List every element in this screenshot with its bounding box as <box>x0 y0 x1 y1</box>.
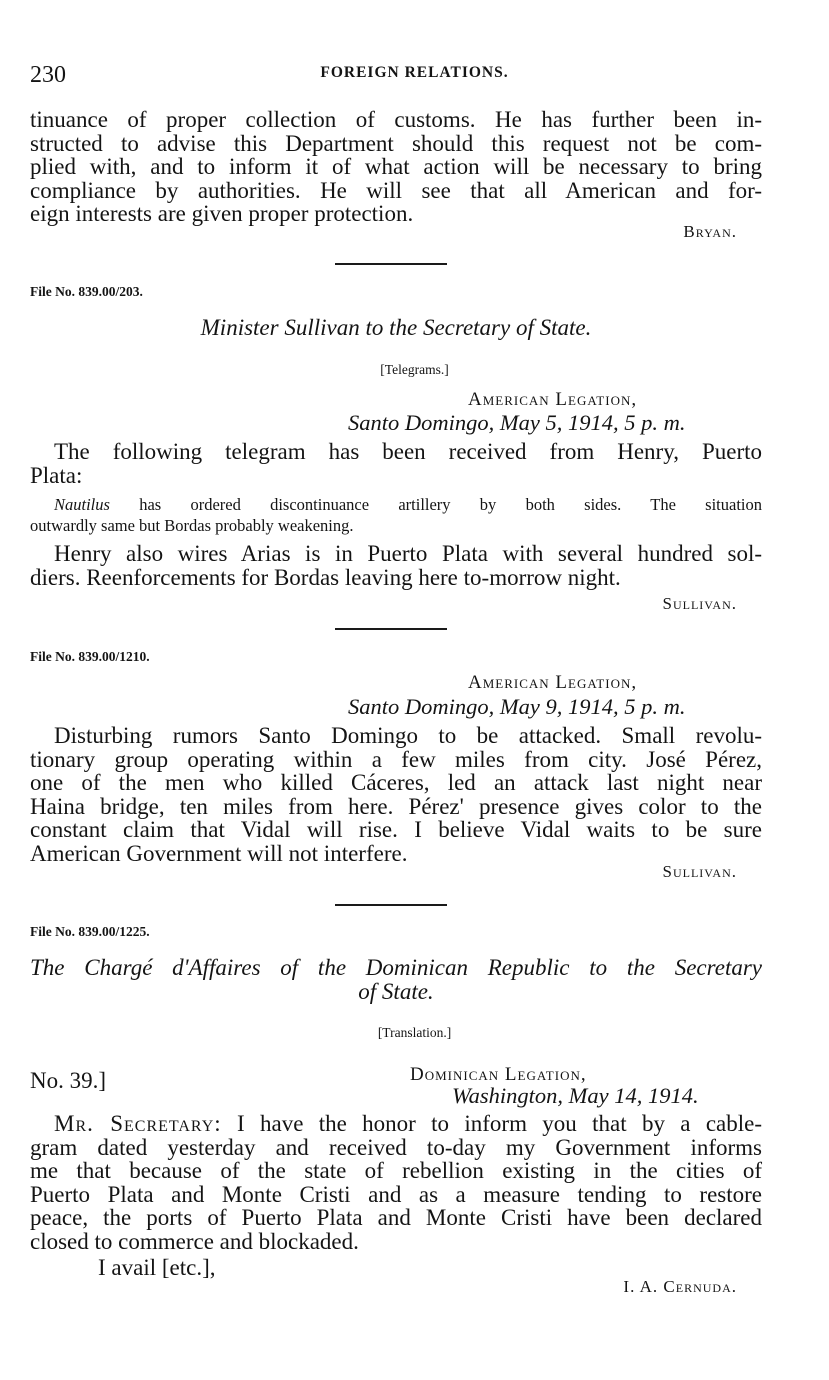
place-date: Santo Domingo, May 9, 1914, 5 p. m. <box>348 694 686 719</box>
legation-heading: American Legation, <box>468 389 638 410</box>
text-line: one of the men who killed Cáceres, led an attack last night near <box>30 770 762 795</box>
text-line: Henry also wires Arias is in Puerto Plata with several hundred sol- <box>54 541 762 566</box>
salutation: Mr. Secretary: <box>54 1111 222 1136</box>
place-date: Washington, May 14, 1914. <box>452 1083 699 1108</box>
text-line: diers. Reenforcements for Bordas leaving here to-morrow night. <box>30 564 621 590</box>
continuation-paragraph <box>30 108 762 226</box>
text-line: gram dated yesterday and received to-day my Government informs <box>30 1134 762 1160</box>
text-fragment: I have the honor to inform you that by a cable- <box>221 1111 762 1136</box>
signature-cernuda: I. A. Cernuda. <box>623 1277 737 1296</box>
text-line: Puerto Plata and Monte Cristi and as a measure tending to restore <box>30 1181 762 1207</box>
text-line: outwardly same but Bordas probably weakening. <box>30 516 354 535</box>
text-line: peace, the ports of Puerto Plata and Monte Cristi have been declared <box>30 1205 762 1230</box>
text-line <box>30 494 762 515</box>
text-line: tinuance of proper collection of customs. He has further been in- <box>30 107 762 132</box>
section-divider <box>335 904 447 906</box>
document-title <box>30 956 762 1004</box>
closing: I avail [etc.], <box>98 1255 216 1280</box>
running-title: FOREIGN RELATIONS. <box>320 64 509 81</box>
telegram-body <box>30 724 762 865</box>
quoted-telegram <box>30 494 762 536</box>
text-fragment: has ordered discontinuance artillery by both sides. The situation <box>109 495 762 514</box>
page-number: 230 <box>30 62 66 88</box>
title-line: of State. <box>358 979 434 1004</box>
text-line: Plata: <box>30 462 83 488</box>
file-number: File No. 839.00/203. <box>30 284 143 299</box>
text-line: closed to commerce and blockaded. <box>30 1228 359 1254</box>
letter-body <box>30 1112 762 1253</box>
text-line: compliance by authorities. He will see that all American and for- <box>30 177 762 203</box>
file-number: File No. 839.00/1210. <box>30 649 150 664</box>
text-line <box>30 1112 762 1136</box>
place-date: Santo Domingo, May 5, 1914, 5 p. m. <box>348 410 686 435</box>
file-number: File No. 839.00/1225. <box>30 924 150 939</box>
document-title: Minister Sullivan to the Secretary of State. <box>200 315 592 340</box>
section-divider <box>335 628 447 630</box>
text-line: The following telegram has been received from Henry, Puerto <box>54 439 762 464</box>
section-divider <box>335 263 447 265</box>
telegram-body <box>30 542 762 589</box>
text-line: American Government will not interfere. <box>30 840 408 866</box>
text-line: plied with, and to inform it of what action will be necessary to bring <box>30 154 762 179</box>
text-line: Haina bridge, ten miles from here. Pérez' presence gives color to the <box>30 793 762 819</box>
text-line: structed to advise this Department should this request not be com- <box>30 130 762 156</box>
signature-sullivan: Sullivan. <box>662 594 737 613</box>
document-note: [Translation.] <box>377 1025 452 1040</box>
ship-name: Nautilus <box>54 495 110 514</box>
legation-heading: American Legation, <box>468 672 638 693</box>
text-line: eign interests are given proper protection. <box>30 201 414 226</box>
telegram-intro <box>30 440 762 487</box>
legation-heading: Dominican Legation, <box>410 1064 587 1085</box>
text-line: me that because of the state of rebellion existing in the cities of <box>30 1158 762 1183</box>
text-line: constant claim that Vidal will rise. I believe Vidal waits to be sure <box>30 817 762 842</box>
text-line: tionary group operating within a few miles from city. José Pérez, <box>30 746 762 772</box>
text-line: Disturbing rumors Santo Domingo to be attacked. Small revolu- <box>54 723 762 748</box>
document-note: [Telegrams.] <box>380 362 449 377</box>
signature-bryan: Bryan. <box>683 222 737 241</box>
title-line: The Chargé d'Affaires of the Dominican Republic to the Secretary <box>30 955 762 980</box>
signature-sullivan: Sullivan. <box>662 862 737 881</box>
document-number: No. 39.] <box>30 1068 107 1093</box>
